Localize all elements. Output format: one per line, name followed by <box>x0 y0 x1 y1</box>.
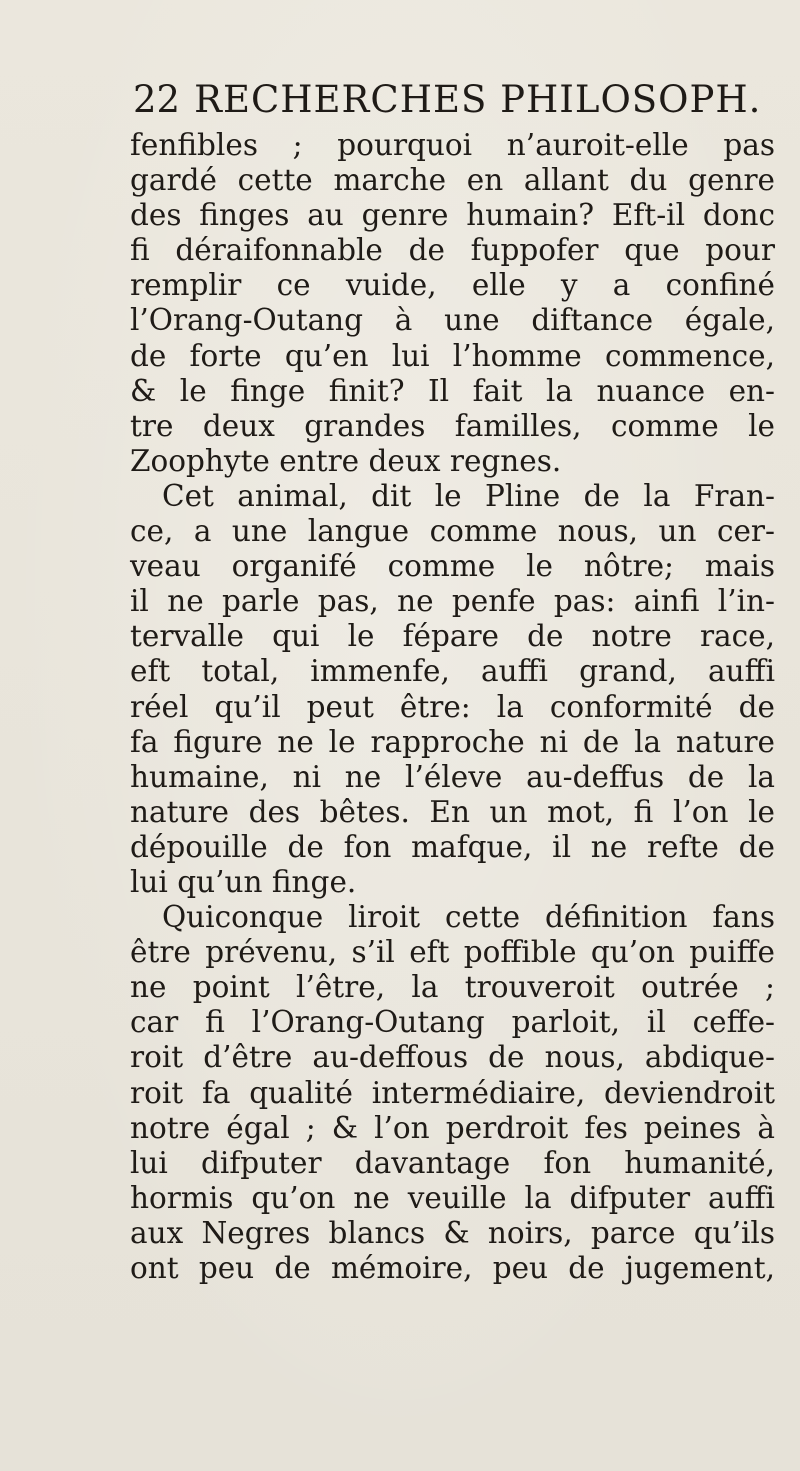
text-line: nature des bêtes. En un mot, fi l’on le <box>130 794 775 829</box>
text-line: gardé cette marche en allant du genre <box>130 163 775 198</box>
page-number: 22 <box>133 78 181 121</box>
text-line: humaine, ni ne l’éleve au-deffus de la <box>130 759 775 794</box>
body-text <box>130 128 775 1286</box>
text-line: ont peu de mémoire, peu de jugement, <box>130 1251 775 1285</box>
paragraph-start-line: Cet animal, dit le Pline de la Fran- <box>162 478 775 513</box>
text-line: veau organifé comme le nôtre; mais <box>130 549 775 584</box>
text-line: tre deux grandes familles, comme le <box>130 408 775 443</box>
text-line: tervalle qui le fépare de notre race, <box>130 619 775 654</box>
text-line: réel qu’il peut être: la conformité de <box>130 689 775 724</box>
text-line: & le finge finit? Il fait la nuance en- <box>130 373 775 408</box>
text-line: dépouille de fon mafque, il ne refte de <box>130 829 775 864</box>
text-line: eft total, immenfe, auffi grand, auffi <box>130 654 775 689</box>
text-line: roit fa qualité intermédiaire, deviendroit <box>130 1075 775 1110</box>
text-line: de forte qu’en lui l’homme commence, <box>130 338 775 373</box>
text-line: fenfibles ; pourquoi n’auroit-elle pas <box>130 128 775 162</box>
text-line: des finges au genre humain? Eft-il donc <box>130 198 775 233</box>
paragraph-end-line: Zoophyte entre deux regnes. <box>130 443 562 478</box>
running-title: RECHERCHES PHILOSOPH. <box>194 78 762 121</box>
text-line: fa figure ne le rapproche ni de la nature <box>130 724 775 759</box>
text-line: car fi l’Orang-Outang parloit, il ceffe- <box>130 1005 775 1040</box>
text-line: ne point l’être, la trouveroit outrée ; <box>130 970 775 1005</box>
text-line: hormis qu’on ne veuille la difputer auffi <box>130 1180 775 1215</box>
text-line: notre égal ; & l’on perdroit fes peines à <box>130 1110 775 1145</box>
page-header <box>133 78 761 128</box>
text-line: lui difputer davantage fon humanité, <box>130 1145 775 1180</box>
text-line: roit d’être au-deffous de nous, abdique- <box>130 1040 775 1075</box>
text-line: il ne parle pas, ne penfe pas: ainfi l’in- <box>130 584 775 619</box>
text-line: ce, a une langue comme nous, un cer- <box>130 514 775 549</box>
paragraph-end-line: lui qu’un finge. <box>130 864 357 899</box>
text-line: aux Negres blancs & noirs, parce qu’ils <box>130 1215 775 1250</box>
text-line: fi déraifonnable de fuppofer que pour <box>130 233 775 268</box>
text-line: remplir ce vuide, elle y a confiné <box>130 268 775 303</box>
text-line: l’Orang-Outang à une diftance égale, <box>130 303 775 338</box>
paragraph-start-line: Quiconque liroit cette définition fans <box>162 900 775 935</box>
text-line: être prévenu, s’il eft poffible qu’on puiffe <box>130 935 775 970</box>
